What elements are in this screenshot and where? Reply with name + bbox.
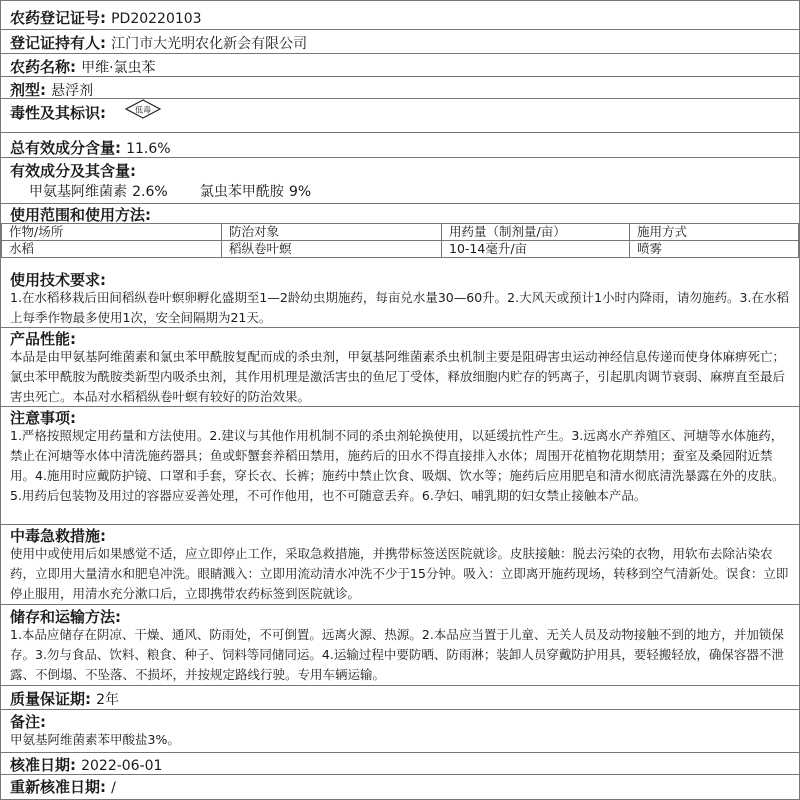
notes-title-row — [10, 711, 793, 732]
notes-title: 备注: — [10, 713, 46, 731]
ingredients-list — [29, 181, 793, 201]
ingredient-content: 9% — [288, 184, 312, 200]
approval-date-value: 2022-06-01 — [81, 758, 163, 774]
divider — [1, 752, 799, 753]
divider — [1, 604, 799, 605]
holder-row — [10, 32, 793, 53]
usage-table — [1, 223, 799, 258]
divider — [1, 76, 799, 77]
formulation-label: 剂型: — [10, 81, 46, 99]
table-header-row — [2, 224, 799, 241]
performance-text: 本品是由甲氨基阿维菌素和氯虫苯甲酰胺复配而成的杀虫剂，甲氨基阿维菌素杀虫机制主要是阻碍害虫运动神经信息传递而使身体麻痹死亡；氯虫苯甲酰胺为酰胺类新型内吸杀虫剂，其作用机理是激活害虫的鱼尼丁受体，释放细胞内贮存的钙离子，引起肌肉调节衰弱、麻痹直至最后害虫死亡。本品对水稻稻纵卷叶螟有较好的防治效果。 — [10, 349, 786, 404]
table-row — [2, 241, 799, 258]
firstaid-text: 使用中或使用后如果感觉不适，应立即停止工作，采取急救措施，并携带标签送医院就诊。皮肤接触：脱去污染的衣物，用软布去除沾染农药，立即用大量清水和肥皂冲洗。眼睛溅入：立即用流动清水冲洗不少于15分钟。吸入：立即离开施药现场，转移到空气清新处。误食：立即停止服用，用清水充分漱口后，立即携带农药标签到医院就诊。 — [10, 546, 789, 601]
divider — [1, 29, 799, 30]
ingredient-name: 氯虫苯甲酰胺 — [199, 184, 284, 200]
performance-title: 产品性能: — [10, 330, 76, 348]
approval-date-row — [10, 754, 793, 775]
ingredient-name: 甲氨基阿维菌素 — [29, 184, 127, 200]
table-cell: 稻纵卷叶螟 — [222, 241, 442, 258]
registration-number-value: PD20220103 — [111, 11, 202, 27]
total-content-value: 11.6% — [126, 141, 171, 157]
total-content-row — [10, 137, 793, 158]
registration-number-label: 农药登记证号: — [10, 9, 106, 27]
pesticide-name-row — [10, 56, 793, 77]
holder-value: 江门市大光明农化新会有限公司 — [111, 36, 308, 52]
ingredient-content: 2.6% — [132, 184, 168, 200]
table-header-cell: 防治对象 — [222, 224, 442, 241]
table-header-cell: 作物/场所 — [2, 224, 222, 241]
divider — [1, 157, 799, 158]
ingredients-title-row — [10, 160, 793, 181]
technique-title: 使用技术要求: — [10, 271, 106, 289]
pesticide-name-value: 甲维·氯虫苯 — [81, 60, 156, 76]
table-cell: 喷雾 — [630, 241, 799, 258]
performance-title-row — [10, 328, 793, 349]
approval-date-label: 核准日期: — [10, 756, 76, 774]
usage-title: 使用范围和使用方法: — [10, 206, 151, 224]
usage-title-row — [10, 204, 793, 225]
formulation-value: 悬浮剂 — [51, 83, 94, 99]
shelf-life-label: 质量保证期: — [10, 690, 91, 708]
divider — [1, 774, 799, 775]
registration-number-row — [10, 7, 793, 28]
holder-label: 登记证持有人: — [10, 34, 106, 52]
toxicity-badge-text: 低毒 — [135, 105, 151, 115]
total-content-label: 总有效成分含量: — [10, 139, 121, 157]
shelf-life-value: 2年 — [96, 692, 120, 708]
shelf-life-row — [10, 688, 793, 709]
firstaid-title: 中毒急救措施: — [10, 527, 106, 545]
divider — [1, 98, 799, 99]
reapproval-date-label: 重新核准日期: — [10, 778, 106, 796]
reapproval-date-value: / — [111, 780, 116, 796]
table-header-cell: 用药量（制剂量/亩） — [442, 224, 630, 241]
divider — [1, 132, 799, 133]
precautions-title-row — [10, 407, 793, 428]
low-toxicity-badge-icon — [125, 99, 161, 119]
reapproval-date-row — [10, 776, 793, 797]
table-cell: 水稻 — [2, 241, 222, 258]
storage-title-row — [10, 606, 793, 627]
table-header-cell: 施用方式 — [630, 224, 799, 241]
precautions-text: 1.严格按照规定用药量和方法使用。2.建议与其他作用机制不同的杀虫剂轮换使用，以延缓抗性产生。3.远离水产养殖区、河塘等水体施药，禁止在河塘等水体中清洗施药器具；鱼或虾蟹套养稻田禁用，施药后的田水不得直接排入水体；周围开花植物花期禁用；蚕室及桑园附近禁用。4.施用时应戴防护镜、口罩和手套，穿长衣、长裤；施药中禁止饮食、吸烟、饮水等；施药后应用肥皂和清水彻底清洗暴露在外的皮肤。5.用药后包装物及用过的容器应妥善处理，不可作他用，也不可随意丢弃。6.孕妇、哺乳期的妇女禁止接触本产品。 — [10, 428, 785, 503]
firstaid-title-row — [10, 525, 793, 546]
precautions-title: 注意事项: — [10, 409, 76, 427]
storage-text: 1.本品应储存在阴凉、干燥、通风、防雨处，不可倒置。远离火源、热源。2.本品应当置于儿童、无关人员及动物接触不到的地方，并加锁保存。3.勿与食品、饮料、粮食、种子、饲料等同储同运。4.运输过程中要防晒、防雨淋；装卸人员穿戴防护用具，要轻搬轻放，确保容器不泄露、不倒塌、不坠落、不损坏，并按规定路线行驶。专用车辆运输。 — [10, 627, 784, 682]
divider — [1, 685, 799, 686]
technique-text: 1.在水稻移栽后田间稻纵卷叶螟卵孵化盛期至1—2龄幼虫期施药，每亩兑水量30—60升。2.大风天或预计1小时内降雨，请勿施药。3.在水稻上每季作物最多使用1次，安全间隔期为21天。 — [10, 290, 789, 325]
divider — [1, 53, 799, 54]
divider — [1, 709, 799, 710]
storage-title: 储存和运输方法: — [10, 608, 121, 626]
pesticide-name-label: 农药名称: — [10, 58, 76, 76]
toxicity-label: 毒性及其标识: — [10, 104, 106, 122]
formulation-row — [10, 79, 793, 100]
table-cell: 10-14毫升/亩 — [442, 241, 630, 258]
notes-text: 甲氨基阿维菌素苯甲酸盐3%。 — [10, 732, 180, 747]
ingredients-label: 有效成分及其含量: — [10, 162, 136, 180]
technique-title-row — [10, 269, 793, 290]
